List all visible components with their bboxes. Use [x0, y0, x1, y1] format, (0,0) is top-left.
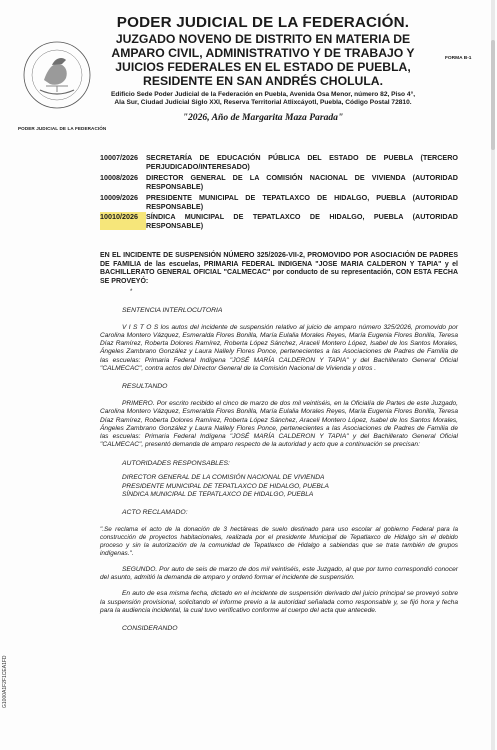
autoridades-list [122, 474, 458, 499]
intro-paragraph: EN EL INCIDENTE DE SUSPENSIÓN NÚMERO 325/2026-VII-2, PROMOVIDO POR ASOCIACIÓN DE PADRES DE FAMILIA de las escuelas, PRIMARIA FEDERAL INDIGENA "JOSE MARIA CALDERON Y TAPIA" y el BACHILLERATO GENERAL OFICIAL "CALMECAC" por conducto de su representación, CON ESTA FECHA SE PROVEYÓ: [100, 252, 458, 285]
scrollbar-thumb[interactable] [491, 40, 495, 150]
asterisk-mark: * [130, 289, 133, 296]
national-seal-icon [22, 40, 92, 110]
document-body [100, 252, 458, 634]
court-subtitle: JUZGADO NOVENO DE DISTRITO EN MATERIA DE AMPARO CIVIL, ADMINISTRATIVO Y DE TRABAJO Y JUICIOS FEDERALES EN EL ESTADO DE PUEBLA, RESIDENTE EN SAN ANDRÉS CHOLULA. [111, 32, 415, 88]
seal-caption: PODER JUDICIAL DE LA FEDERACIÓN [18, 126, 107, 131]
en-auto-paragraph: En auto de esa misma fecha, dictado en el incidente de suspensión derivado del juicio principal se proveyó sobre la suspensión provisional, solicitando el informe previo a la autoridad señalada como responsable y, se fijó hora y fecha para la audiencia incidental, la cual tuvo verificativo conforme al cuerpo del acta que antecede. [100, 590, 458, 615]
autoridad-item: SÍNDICA MUNICIPAL DE TEPATLAXCO DE HIDALGO, PUEBLA [122, 490, 314, 498]
court-address: Edificio Sede Poder Judicial de la Federación en Puebla, Avenida Osa Menor, número 82, Piso 4°, Ala Sur, Ciudad Judicial Siglo XXI, Reserva Territorial Atlixcáyotl, Puebla, Código Postal 72810. [110, 91, 416, 106]
addressee-text: SECRETARÍA DE EDUCACIÓN PÚBLICA DEL ESTADO DE PUEBLA (TERCERO PERJUDICADO/INTERESADO) [146, 153, 458, 171]
addressee-list [100, 153, 458, 232]
addressee-text: DIRECTOR GENERAL DE LA COMISIÓN NACIONAL DE VIVIENDA (AUTORIDAD RESPONSABLE) [146, 172, 458, 191]
autoridad-item: PRESIDENTE MUNICIPAL DE TEPATLAXCO DE HIDALGO, PUEBLA [122, 482, 329, 490]
oficio-number-highlighted: 10010/2026 [100, 212, 146, 230]
vistos-paragraph: V I S T O S los autos del incidente de suspensión relativo al juicio de amparo número 325/2026, promovido por Carolina Montero Vázquez, Esmeralda Flores Bonilla, María Eulalia Morales Reyes, María Eugenia Flores Bonilla, Teresa Díaz Ramírez, Roberta Dolores Ramírez, Roberta López Sánchez, Araceli Montero López, Isabel de los Santos Morales, Ángeles Zambrano González y Laura Nallely Flores Ponce, pertenecientes a las Asociaciones de Padres de Familia de las escuelas: Primaria Federal Indígena "JOSÉ MARÍA CALDERON Y TAPIA" y del Bachillerato General Oficial "CALMECAC", contra actos del Director General de la Comisión Nacional de Vivienda y otros . [100, 323, 458, 373]
acto-heading: ACTO RECLAMADO: [122, 508, 188, 516]
addressee-item [100, 173, 458, 191]
oficio-number: 10009/2026 [100, 192, 138, 202]
side-stamp: G1000A1F2F1CEA1FD [2, 655, 8, 708]
form-code: FORMA B-1 [445, 56, 472, 61]
oficio-number: 10007/2026 [100, 153, 138, 162]
addressee-text: SÍNDICA MUNICIPAL DE TEPATLAXCO DE HIDALGO, PUEBLA (AUTORIDAD RESPONSABLE) [146, 212, 458, 231]
autoridades-heading: AUTORIDADES RESPONSABLES: [122, 459, 230, 467]
sentencia-heading: SENTENCIA INTERLOCUTORIA [122, 306, 223, 314]
acto-reclamado-quote: ".Se reclama el acto de la donación de 3 hectáreas de suelo destinado para uso escolar al gobierno Federal para la construcción de proyectos habitacionales, realizada por el presidente Municipal de Tepatlaxco de Hidalgo sin el debido proceso y sin la autorización de la comunidad de Tepatlaxco de Hidalgo a sabiendas que se trata también de grupos indígenas.". [100, 525, 458, 557]
year-motto: "2026, Año de Margarita Maza Parada" [182, 112, 344, 123]
addressee-item [100, 212, 458, 230]
autoridad-item: DIRECTOR GENERAL DE LA COMISIÓN NACIONAL DE VIVIENDA [122, 474, 325, 482]
resultando-heading: RESULTANDO [122, 383, 168, 391]
court-title: PODER JUDICIAL DE LA FEDERACIÓN. [116, 14, 410, 31]
addressee-item [100, 153, 458, 171]
addressee-item [100, 193, 458, 211]
oficio-number: 10008/2026 [100, 172, 138, 182]
considerando-heading: CONSIDERANDO [122, 625, 178, 633]
addressee-text: PRESIDENTE MUNICIPAL DE TEPATLAXCO DE HIDALGO, PUEBLA (AUTORIDAD RESPONSABLE) [146, 192, 458, 211]
primero-paragraph: PRIMERO. Por escrito recibido el cinco de marzo de dos mil veintiséis, en la Oficialía de Partes de este Juzgado, Carolina Montero Vázquez, Esmeralda Flores Bonilla, María Eulalia Morales Reyes, María Eugenia Flores Bonilla, Teresa Díaz Ramírez, Roberta Dolores Ramírez, Roberta López Sánchez, Araceli Montero López, Isabel de los Santos Morales, Ángeles Zambrano González y Laura Nallely Flores Ponce, pertenecientes a las Asociaciones de Padres de Familia de las escuelas: Primaria Federal Indígena "JOSÉ MARÍA CALDERON Y TAPIA" y del Bachillerato General Oficial "CALMECAC", presentó demanda de amparo respecto de la autoridad y acto que a continuación se precisan: [100, 399, 458, 449]
document-header [96, 14, 430, 123]
segundo-paragraph: SEGUNDO. Por auto de seis de marzo de dos mil veintiséis, este Juzgado, al que por turno correspondió conocer del asunto, admitió la demanda de amparo y ordenó formar el incidente de suspensión. [100, 565, 458, 582]
